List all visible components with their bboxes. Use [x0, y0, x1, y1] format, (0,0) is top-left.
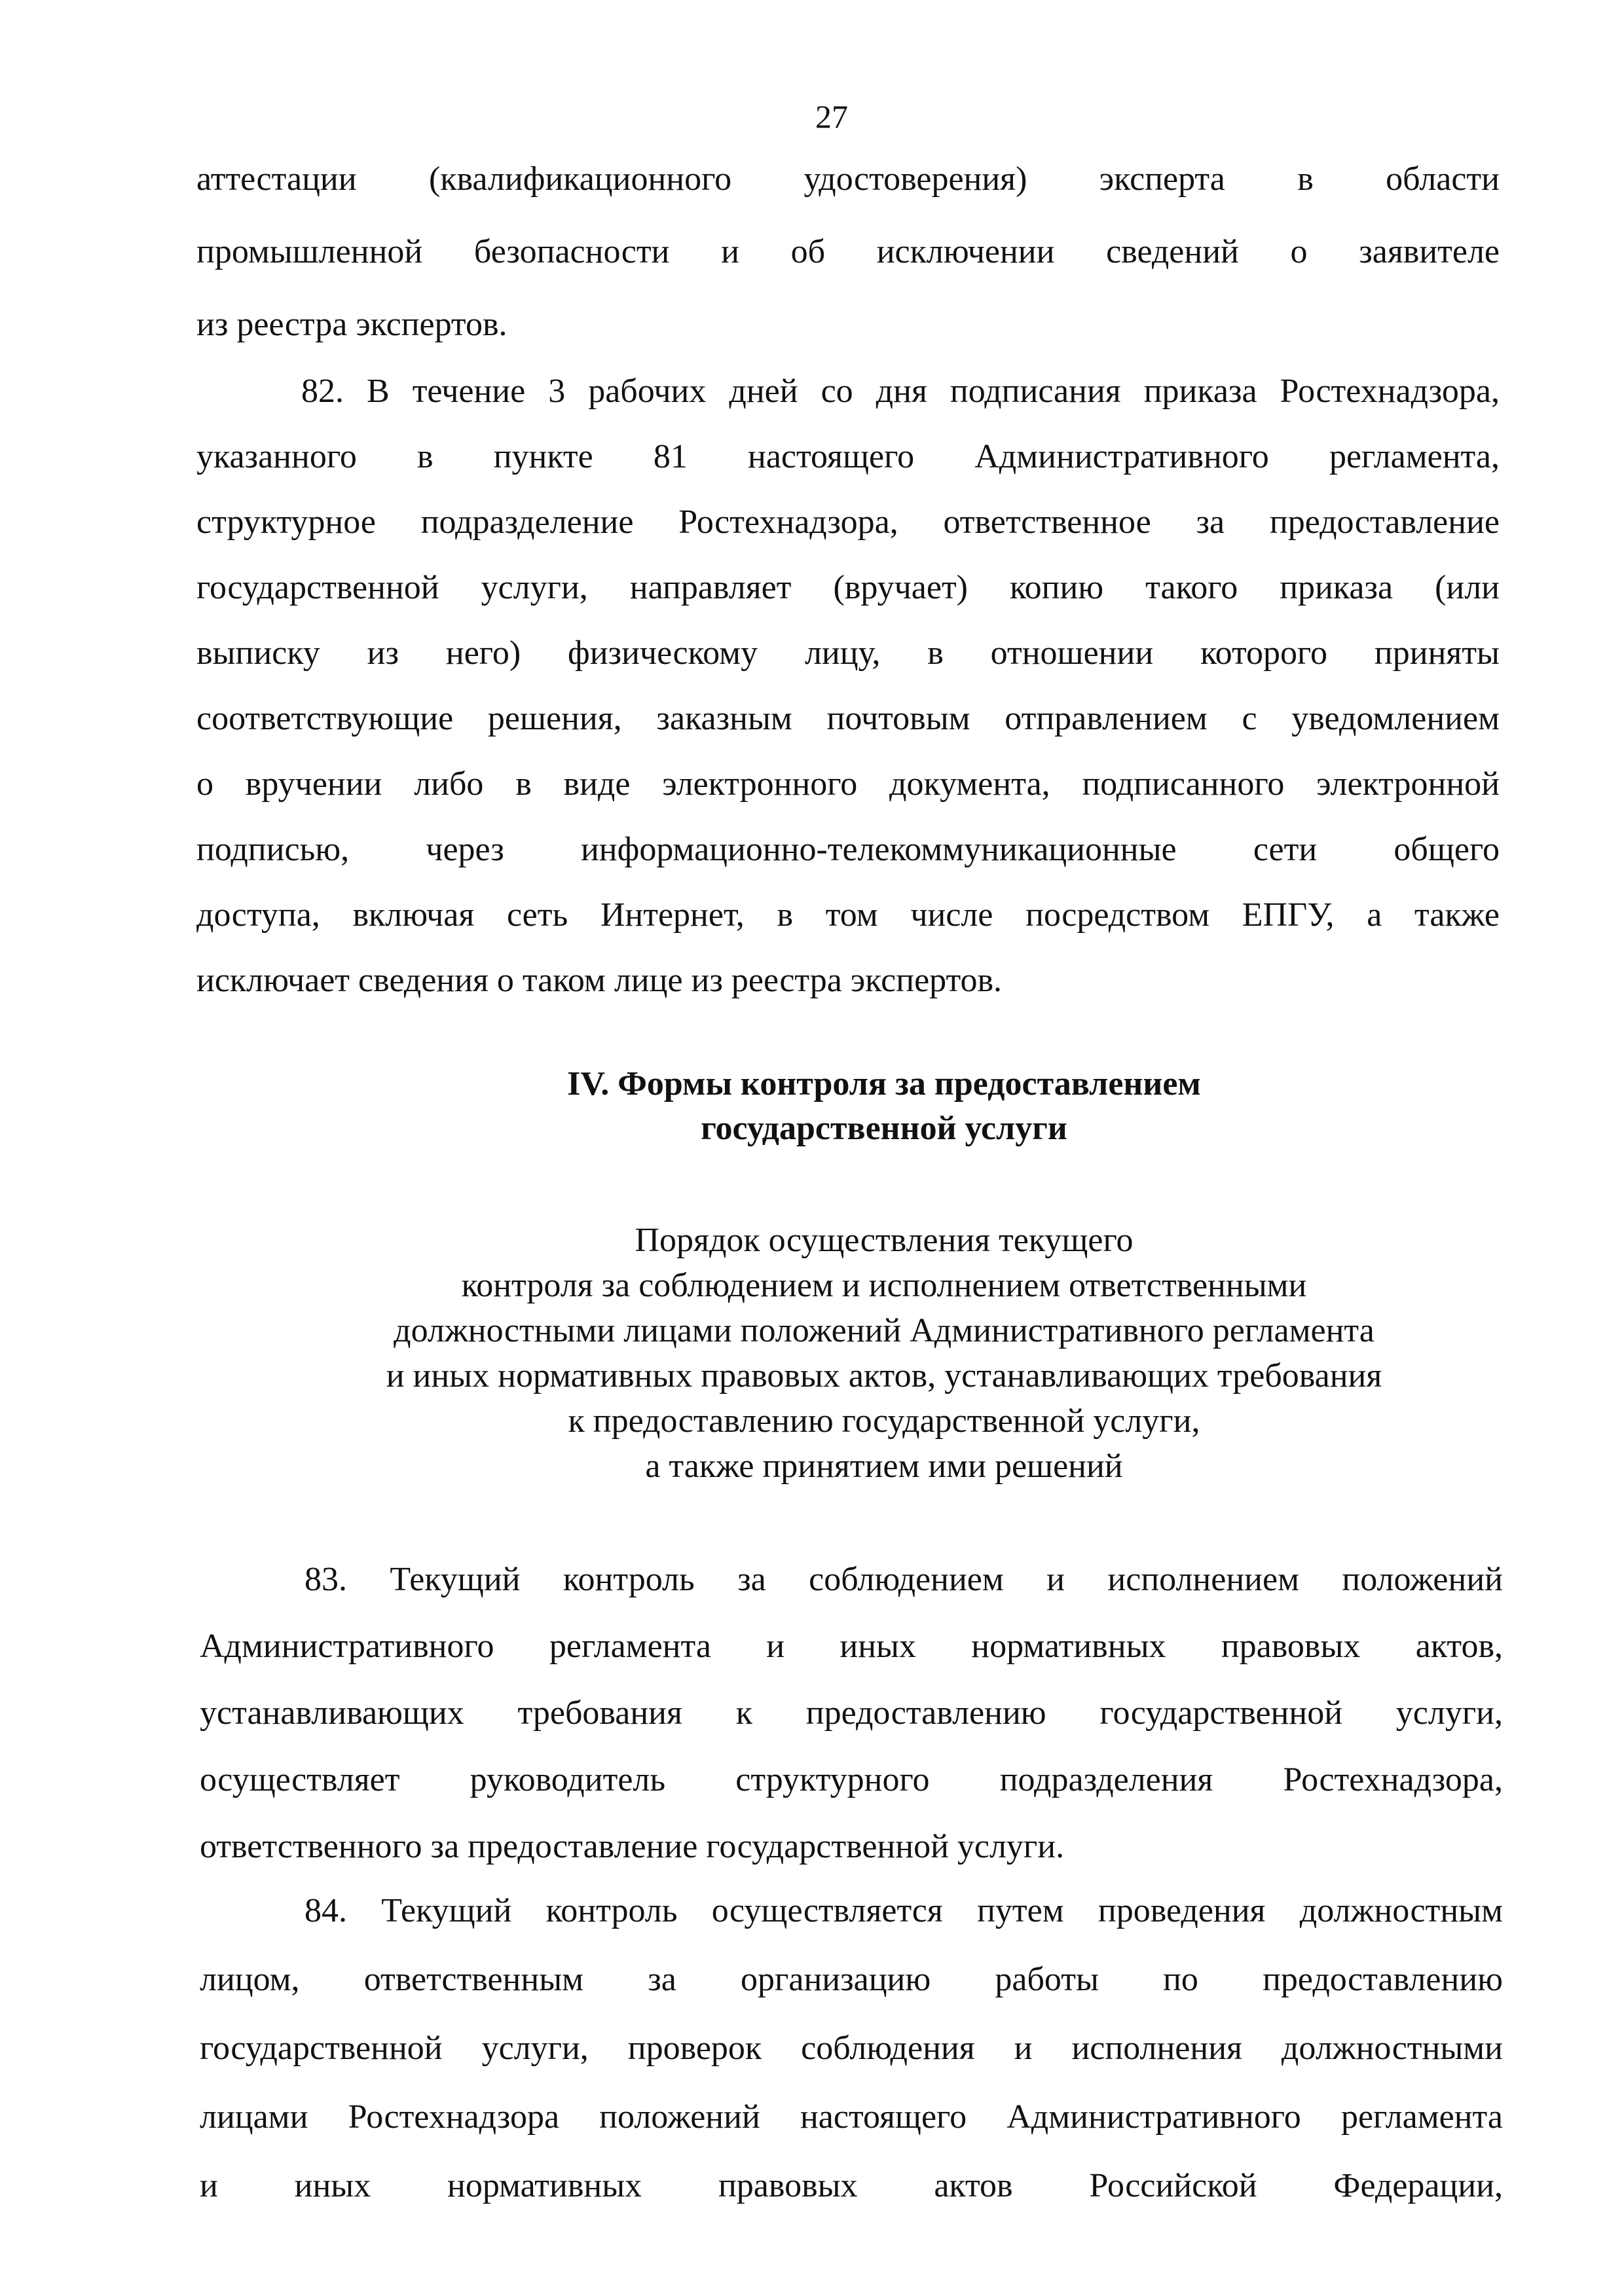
page-number: 27 [815, 98, 848, 135]
heading-line: а также принятием ими решений [645, 1448, 1123, 1485]
text-line: 83. Текущий контроль за соблюдением и исполнением положений [304, 1561, 1503, 1598]
text-line: 84. Текущий контроль осуществляется путем проведения должностным [304, 1892, 1503, 1929]
text-line: государственной услуги, направляет (вручает) копию такого приказа (или [196, 569, 1500, 606]
text-line: осуществляет руководитель структурного подразделения Ростехнадзора, [200, 1761, 1503, 1798]
text-line: выписку из него) физическому лицу, в отношении которого приняты [196, 634, 1500, 672]
subsection-heading [0, 1218, 1624, 1489]
text-line: ответственного за предоставление государственной услуги. [200, 1828, 1065, 1865]
heading-line: и иных нормативных правовых актов, устанавливающих требования [386, 1357, 1382, 1394]
paragraph-81-continuation [196, 143, 1500, 361]
text-line: лицом, ответственным за организацию работы по предоставлению [200, 1961, 1503, 1998]
text-line: доступа, включая сеть Интернет, в том числе посредством ЕПГУ, а также [196, 896, 1500, 934]
text-line: государственной услуги, проверок соблюдения и исполнения должностными [200, 2030, 1503, 2067]
heading-line: IV. Формы контроля за предоставлением [567, 1065, 1201, 1102]
text-line: 82. В течение 3 рабочих дней со дня подписания приказа Ростехнадзора, [301, 373, 1500, 410]
text-line: о вручении либо в виде электронного документа, подписанного электронной [196, 765, 1500, 803]
heading-line: Порядок осуществления текущего [635, 1222, 1134, 1259]
text-line: устанавливающих требования к предоставлению государственной услуги, [200, 1694, 1503, 1732]
paragraph-83 [200, 1546, 1503, 1880]
text-line: Административного регламента и иных нормативных правовых актов, [200, 1628, 1503, 1665]
heading-line: государственной услуги [701, 1110, 1067, 1147]
text-line: указанного в пункте 81 настоящего Административного регламента, [196, 438, 1500, 475]
text-line: структурное подразделение Ростехнадзора, ответственное за предоставление [196, 503, 1500, 541]
text-line: из реестра экспертов. [196, 306, 507, 343]
heading-line: должностными лицами положений Административного регламента [394, 1312, 1375, 1349]
text-line: исключает сведения о таком лице из реестра экспертов. [196, 962, 1003, 999]
paragraph-84 [200, 1876, 1503, 2220]
text-line: подписью, через информационно-телекоммуникационные сети общего [196, 831, 1500, 868]
text-line: аттестации (квалификационного удостоверения) эксперта в области [196, 160, 1500, 198]
text-line: промышленной безопасности и об исключении сведений о заявителе [196, 233, 1500, 270]
paragraph-82 [196, 359, 1500, 1013]
text-line: соответствующие решения, заказным почтовым отправлением с уведомлением [196, 700, 1500, 737]
heading-line: к предоставлению государственной услуги, [568, 1402, 1200, 1440]
text-line: и иных нормативных правовых актов Российской Федерации, [200, 2167, 1503, 2204]
heading-line: контроля за соблюдением и исполнением ответственными [461, 1267, 1307, 1304]
section-heading [0, 1062, 1624, 1151]
text-line: лицами Ростехнадзора положений настоящего Административного регламента [200, 2098, 1503, 2136]
